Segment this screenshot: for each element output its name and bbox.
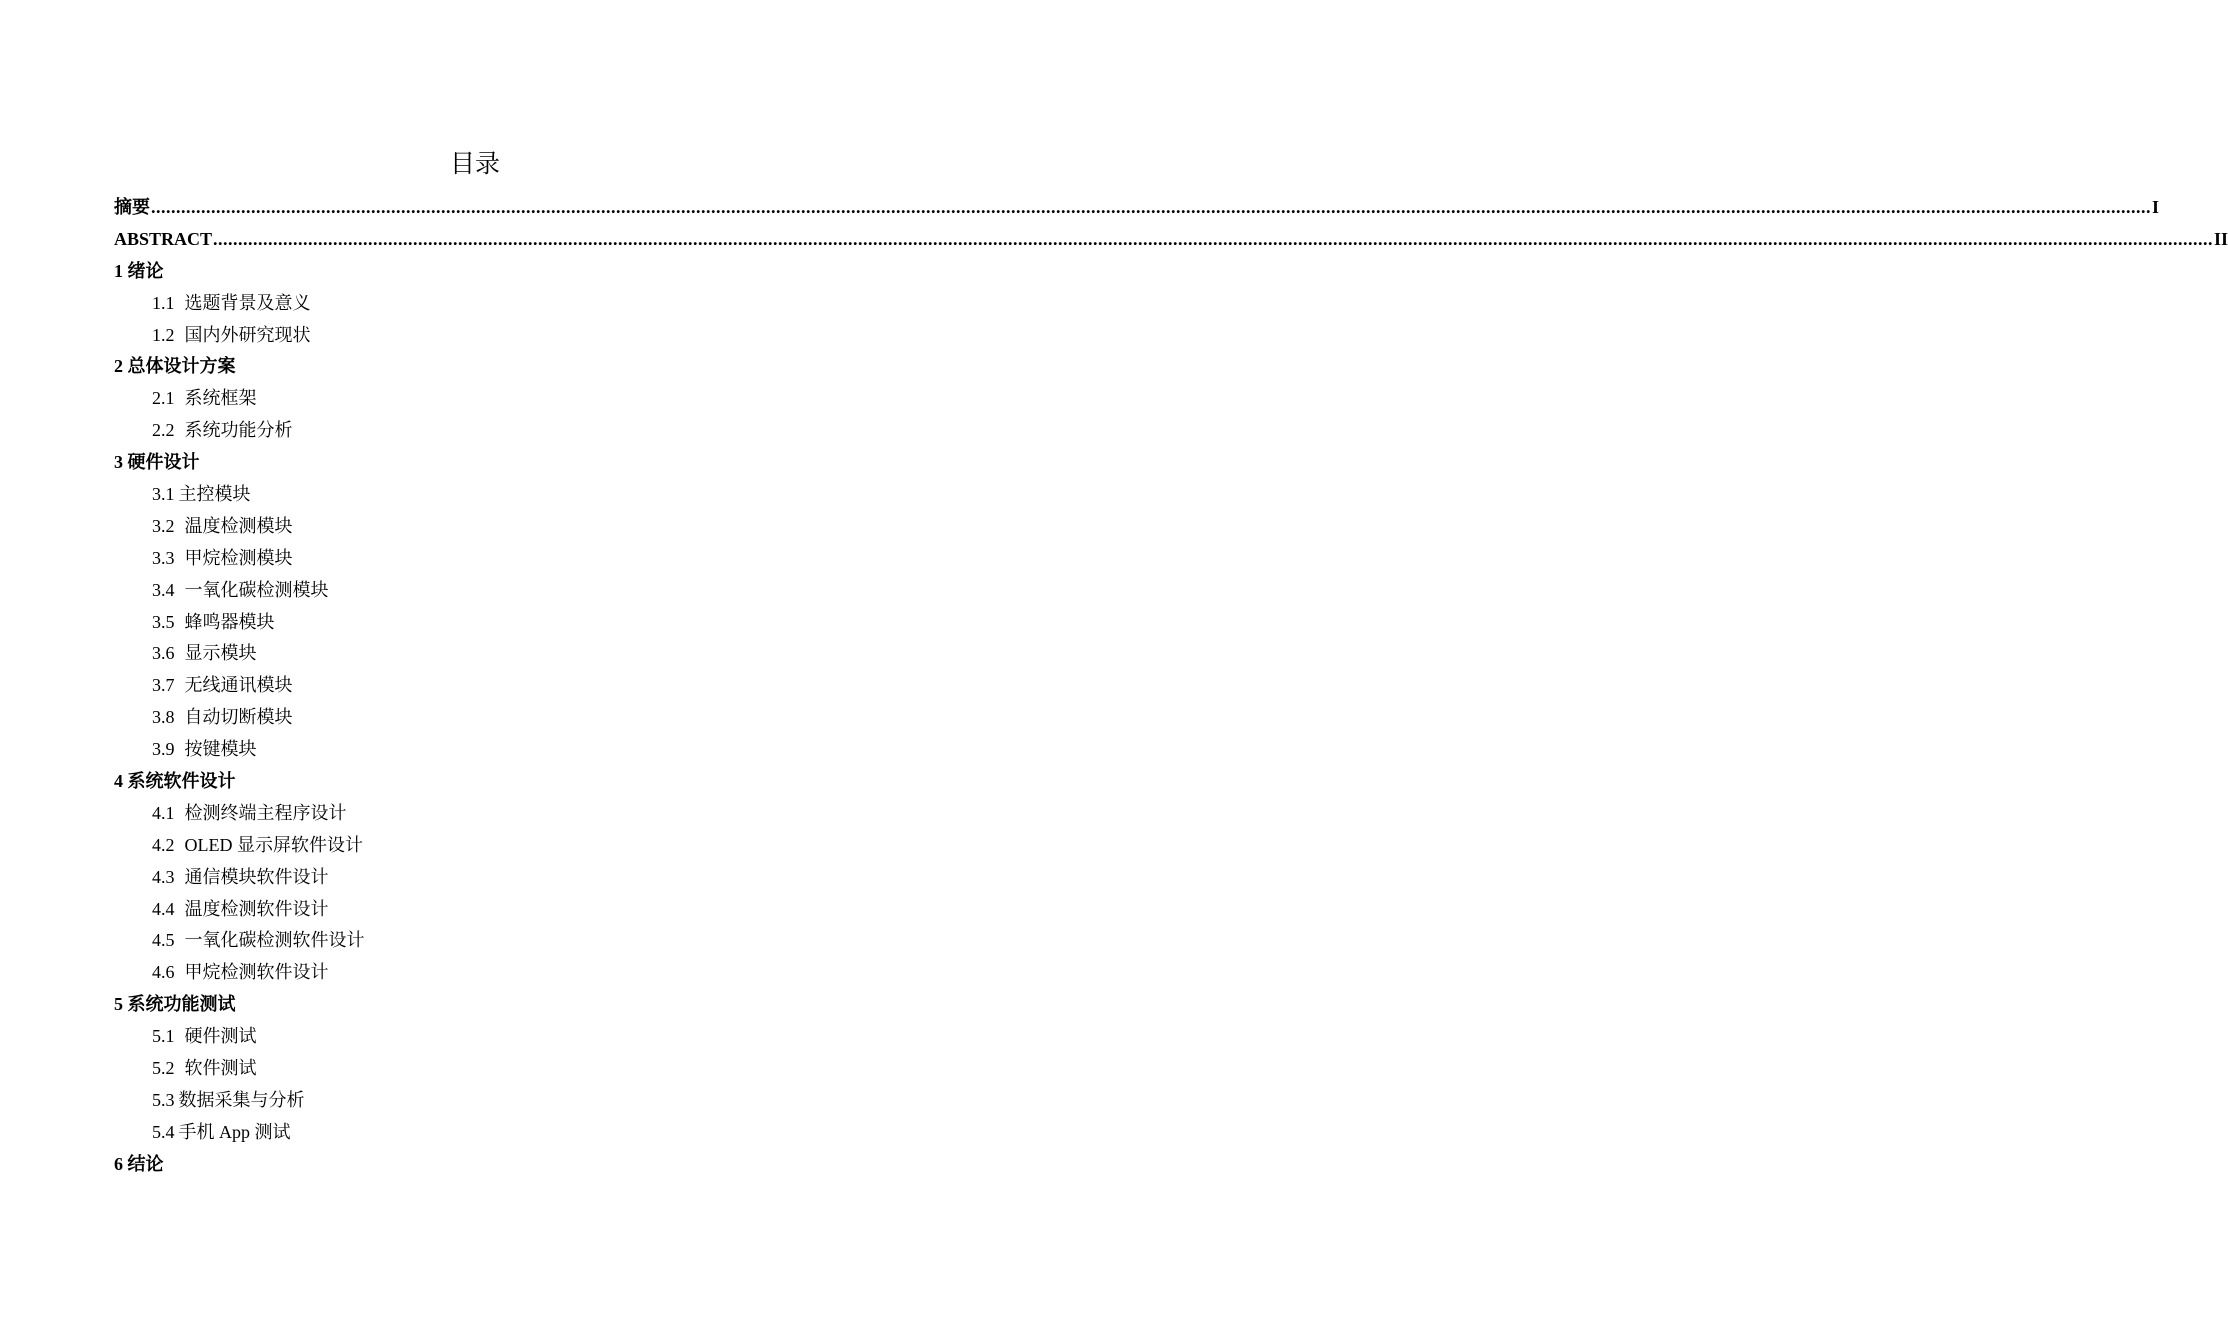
toc-section-entry[interactable] bbox=[114, 670, 836, 702]
toc-entry-label: 温度检测软件设计 bbox=[184, 898, 329, 919]
toc-section-entry[interactable] bbox=[114, 320, 836, 352]
toc-section-entry[interactable] bbox=[114, 862, 836, 894]
toc-chapter-entry[interactable] bbox=[114, 256, 836, 288]
toc-entry-label: 硬件测试 bbox=[184, 1026, 257, 1047]
toc-entry-label: OLED 显示屏软件设计 bbox=[184, 834, 363, 855]
toc-section-entry[interactable] bbox=[114, 734, 836, 766]
toc-section-entry[interactable] bbox=[114, 1021, 836, 1053]
toc-entry-label: 2 总体设计方案 bbox=[114, 356, 236, 377]
toc-entry-number: 3.2 bbox=[152, 515, 175, 536]
toc-entry-label: 系统框架 bbox=[184, 388, 257, 409]
toc-section-entry[interactable] bbox=[114, 575, 836, 607]
toc-entry-label: 国内外研究现状 bbox=[184, 324, 311, 345]
toc-entry-label: 软件测试 bbox=[184, 1058, 257, 1079]
toc-entry-number: 4.3 bbox=[152, 866, 175, 887]
toc-section-entry[interactable] bbox=[114, 543, 836, 575]
toc-section-entry[interactable] bbox=[114, 288, 836, 320]
toc-section-entry[interactable] bbox=[114, 798, 836, 830]
toc-entry-label: 蜂鸣器模块 bbox=[184, 611, 275, 632]
toc-section-entry[interactable] bbox=[114, 415, 836, 447]
toc-entry-number: 5.2 bbox=[152, 1058, 175, 1079]
toc-entry-number: 4.5 bbox=[152, 930, 175, 951]
toc-entry-number: 1.1 bbox=[152, 292, 175, 313]
toc-entry-label: 摘要 bbox=[114, 197, 150, 217]
toc-entry-label: 自动切断模块 bbox=[184, 707, 293, 728]
toc-entry-number: 3.6 bbox=[152, 643, 175, 664]
toc-entry-number: 3.8 bbox=[152, 707, 175, 728]
toc-entry-label: 一氧化碳检测软件设计 bbox=[184, 930, 365, 951]
toc-entry-number: 3.3 bbox=[152, 547, 175, 568]
toc-section-entry[interactable] bbox=[114, 957, 836, 989]
toc-entry-label: 4 系统软件设计 bbox=[114, 771, 236, 792]
toc-section-entry[interactable] bbox=[114, 702, 836, 734]
toc-entry-number: 5.4 bbox=[152, 1121, 175, 1142]
toc-entry-number: 4.1 bbox=[152, 802, 175, 823]
toc-section-entry[interactable] bbox=[114, 1117, 836, 1149]
toc-dot-leader: ................................................................................................................................................................................................................................................................................................................................................................................................................ bbox=[151, 197, 2151, 217]
toc-entry-label: 无线通讯模块 bbox=[184, 675, 293, 696]
toc-entry-label: 6 结论 bbox=[114, 1153, 164, 1174]
toc-chapter-entry[interactable] bbox=[114, 989, 836, 1021]
toc-section-entry[interactable] bbox=[114, 511, 836, 543]
toc-entry-label: 手机 App 测试 bbox=[178, 1121, 291, 1142]
toc-entry-label: 1 绪论 bbox=[114, 260, 164, 281]
toc-entry-number: 3.4 bbox=[152, 579, 175, 600]
toc-section-entry[interactable] bbox=[114, 607, 836, 639]
toc-section-entry[interactable] bbox=[114, 383, 836, 415]
toc-entry-number: 3.5 bbox=[152, 611, 175, 632]
toc-entry-number: 2.1 bbox=[152, 388, 175, 409]
toc-section-entry[interactable] bbox=[114, 830, 836, 862]
toc-entry-label: 显示模块 bbox=[184, 643, 257, 664]
toc-entry-label: 检测终端主程序设计 bbox=[184, 802, 347, 823]
toc-page-number: II bbox=[2214, 228, 2228, 249]
toc-entry-number: 4.4 bbox=[152, 898, 175, 919]
toc-entry-number: 5.3 bbox=[152, 1089, 175, 1110]
toc-entry-label: 主控模块 bbox=[178, 484, 251, 505]
toc-entry-number: 3.7 bbox=[152, 675, 175, 696]
toc-entry-number: 3.1 bbox=[152, 484, 175, 505]
toc-chapter-entry[interactable] bbox=[114, 351, 836, 383]
toc-entry-number: 2.2 bbox=[152, 420, 175, 441]
toc-entry-label: 按键模块 bbox=[184, 739, 257, 760]
toc-chapter-entry[interactable] bbox=[114, 192, 2160, 224]
toc-section-entry[interactable] bbox=[114, 638, 836, 670]
toc-dot-leader: ................................................................................................................................................................................................................................................................................................................................................................................................................ bbox=[213, 228, 2214, 249]
table-of-contents bbox=[114, 192, 2228, 1181]
toc-entry-label: 甲烷检测软件设计 bbox=[184, 962, 329, 983]
toc-chapter-entry[interactable] bbox=[114, 766, 836, 798]
toc-entry-number: 1.2 bbox=[152, 324, 175, 345]
toc-entry-number: 3.9 bbox=[152, 739, 175, 760]
toc-page-number: I bbox=[2152, 197, 2160, 217]
toc-entry-label: 通信模块软件设计 bbox=[184, 866, 329, 887]
toc-entry-number: 4.2 bbox=[152, 834, 175, 855]
toc-entry-label: ABSTRACT bbox=[114, 228, 213, 249]
toc-section-entry[interactable] bbox=[114, 925, 836, 957]
toc-section-entry[interactable] bbox=[114, 1085, 836, 1117]
toc-entry-label: 温度检测模块 bbox=[184, 515, 293, 536]
toc-chapter-entry[interactable] bbox=[114, 1149, 836, 1181]
toc-section-entry[interactable] bbox=[114, 1053, 836, 1085]
toc-entry-label: 甲烷检测模块 bbox=[184, 547, 293, 568]
toc-section-entry[interactable] bbox=[114, 479, 836, 511]
toc-entry-label: 3 硬件设计 bbox=[114, 452, 200, 473]
toc-chapter-entry[interactable] bbox=[114, 224, 2228, 256]
toc-entry-number: 4.6 bbox=[152, 962, 175, 983]
toc-entry-label: 系统功能分析 bbox=[184, 420, 293, 441]
toc-entry-label: 选题背景及意义 bbox=[184, 292, 311, 313]
toc-entry-label: 5 系统功能测试 bbox=[114, 994, 236, 1015]
toc-entry-label: 一氧化碳检测模块 bbox=[184, 579, 329, 600]
toc-chapter-entry[interactable] bbox=[114, 447, 836, 479]
toc-section-entry[interactable] bbox=[114, 894, 836, 926]
page-title: 目录 bbox=[449, 149, 500, 178]
toc-entry-label: 数据采集与分析 bbox=[178, 1089, 305, 1110]
toc-entry-number: 5.1 bbox=[152, 1026, 175, 1047]
